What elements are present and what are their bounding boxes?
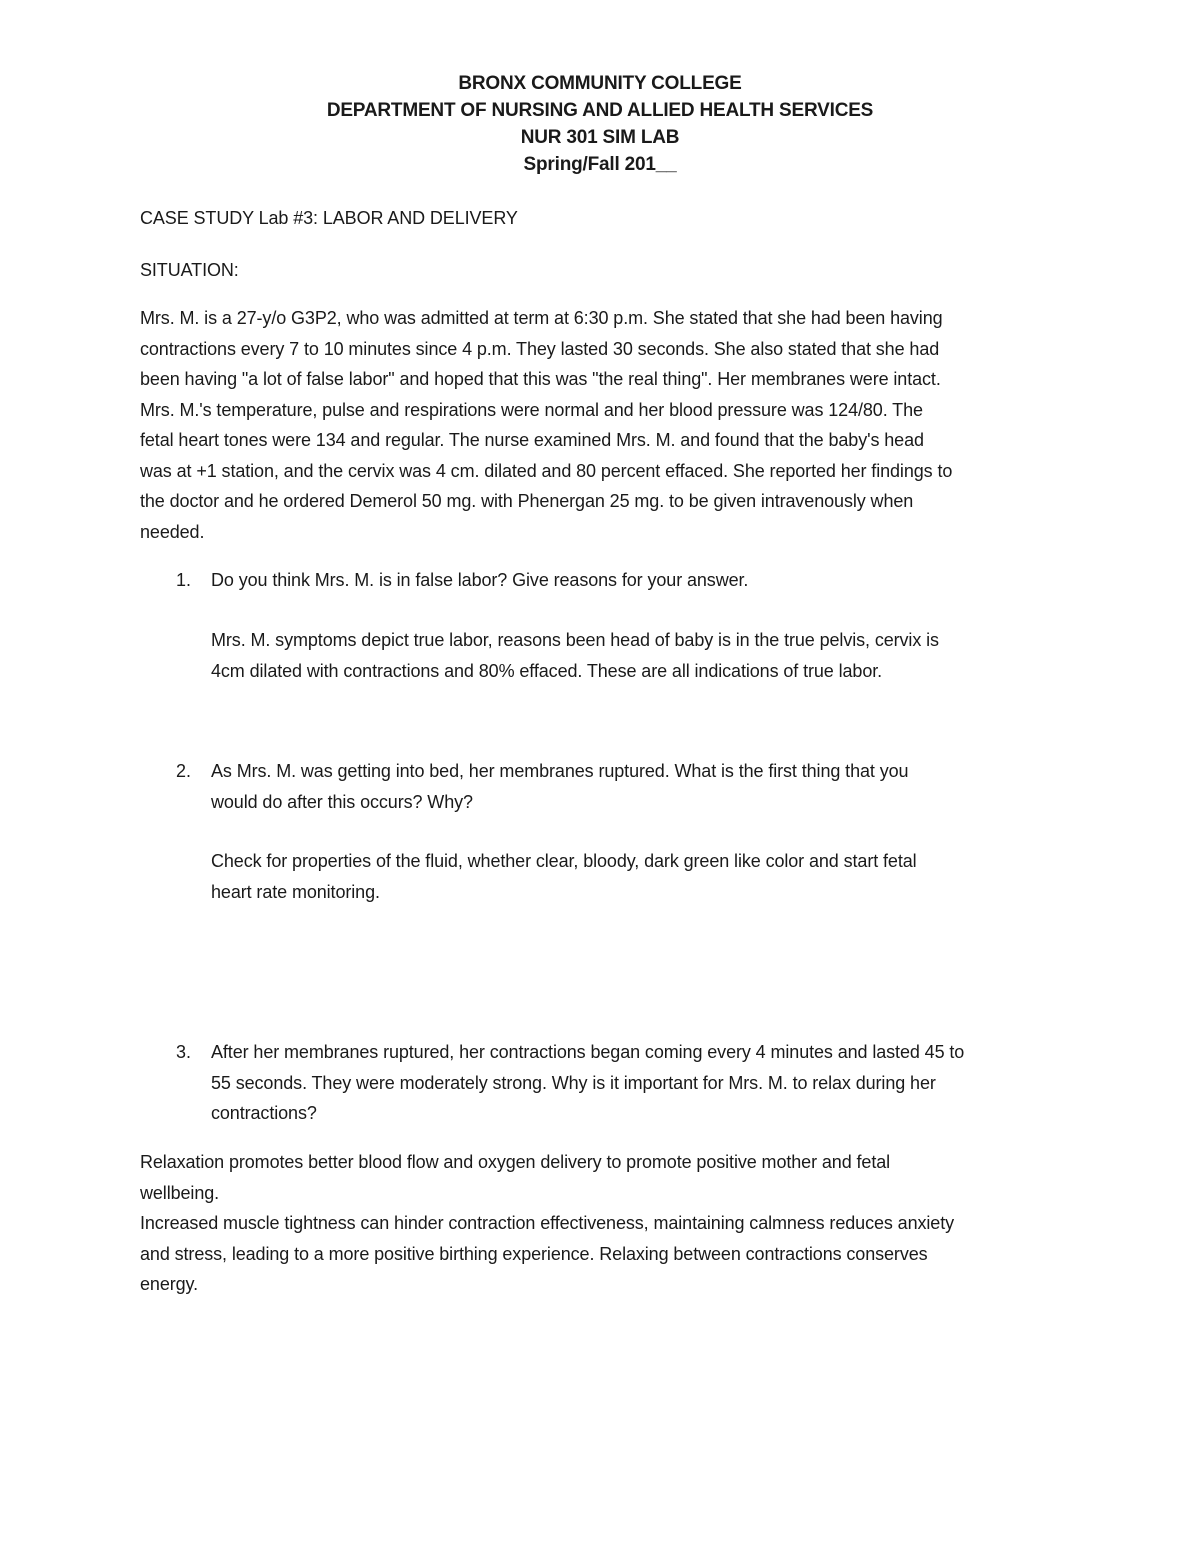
question-line: After her membranes ruptured, her contractions began coming every 4 minutes and lasted 45 to [211,1042,965,1062]
situation-line: fetal heart tones were 134 and regular. The nurse examined Mrs. M. and found that the baby's head [140,430,924,450]
term-label: Spring/Fall 201__ [523,154,677,175]
college-name: BRONX COMMUNITY COLLEGE [458,73,742,94]
answer-line: and stress, leading to a more positive birthing experience. Relaxing between contractions conserves [140,1243,928,1264]
question-1-number: 1. [176,570,192,590]
situation-line: needed. [140,521,205,542]
case-study-title: CASE STUDY Lab #3: LABOR AND DELIVERY [140,208,518,228]
answer-line: Check for properties of the fluid, whether clear, bloody, dark green like color and start fetal [211,851,917,871]
question-line: 55 seconds. They were moderately strong. Why is it important for Mrs. M. to relax during her [211,1072,936,1093]
answer-line: heart rate monitoring. [211,881,380,902]
situation-line: contractions every 7 to 10 minutes since 4 p.m. They lasted 30 seconds. She also stated that she had [140,338,940,359]
question-3-text [211,1037,964,1129]
answer-line: Relaxation promotes better blood flow and oxygen delivery to promote positive mother and fetal [140,1152,891,1172]
department-name: DEPARTMENT OF NURSING AND ALLIED HEALTH SERVICES [326,100,874,121]
situation-line: was at +1 station, and the cervix was 4 cm. dilated and 80 percent effaced. She reported her findings to [140,460,953,481]
situation-line: the doctor and he ordered Demerol 50 mg. with Phenergan 25 mg. to be given intravenously when [140,491,914,511]
question-line: Do you think Mrs. M. is in false labor? Give reasons for your answer. [211,570,749,590]
answer-1-text [211,625,939,686]
answer-line: Mrs. M. symptoms depict true labor, reasons been head of baby is in the true pelvis, cervix is [211,630,939,650]
question-2-number: 2. [176,761,192,781]
situation-label: SITUATION: [140,260,239,280]
answer-line: energy. [140,1274,199,1294]
question-line: contractions? [211,1103,317,1123]
course-name: NUR 301 SIM LAB [520,127,680,148]
situation-line: Mrs. M. is a 27-y/o G3P2, who was admitted at term at 6:30 p.m. She stated that she had been having [140,308,943,328]
situation-line: been having "a lot of false labor" and hoped that this was "the real thing". Her membranes were intact. [140,369,941,389]
document-header [0,70,1200,178]
question-line: would do after this occurs? Why? [211,791,473,812]
situation-paragraph [140,303,952,547]
answer-line: wellbeing. [140,1182,220,1203]
question-line: As Mrs. M. was getting into bed, her membranes ruptured. What is the first thing that you [211,761,909,781]
answer-line: Increased muscle tightness can hinder contraction effectiveness, maintaining calmness reduces anxiety [140,1213,955,1233]
answer-line: 4cm dilated with contractions and 80% effaced. These are all indications of true labor. [211,660,883,681]
answer-3-text [140,1147,954,1300]
question-1-text [211,565,748,596]
question-3-number: 3. [176,1042,192,1062]
situation-line: Mrs. M.'s temperature, pulse and respirations were normal and her blood pressure was 124/80. The [140,399,923,420]
question-2-text [211,756,908,817]
answer-2-text [211,846,917,907]
